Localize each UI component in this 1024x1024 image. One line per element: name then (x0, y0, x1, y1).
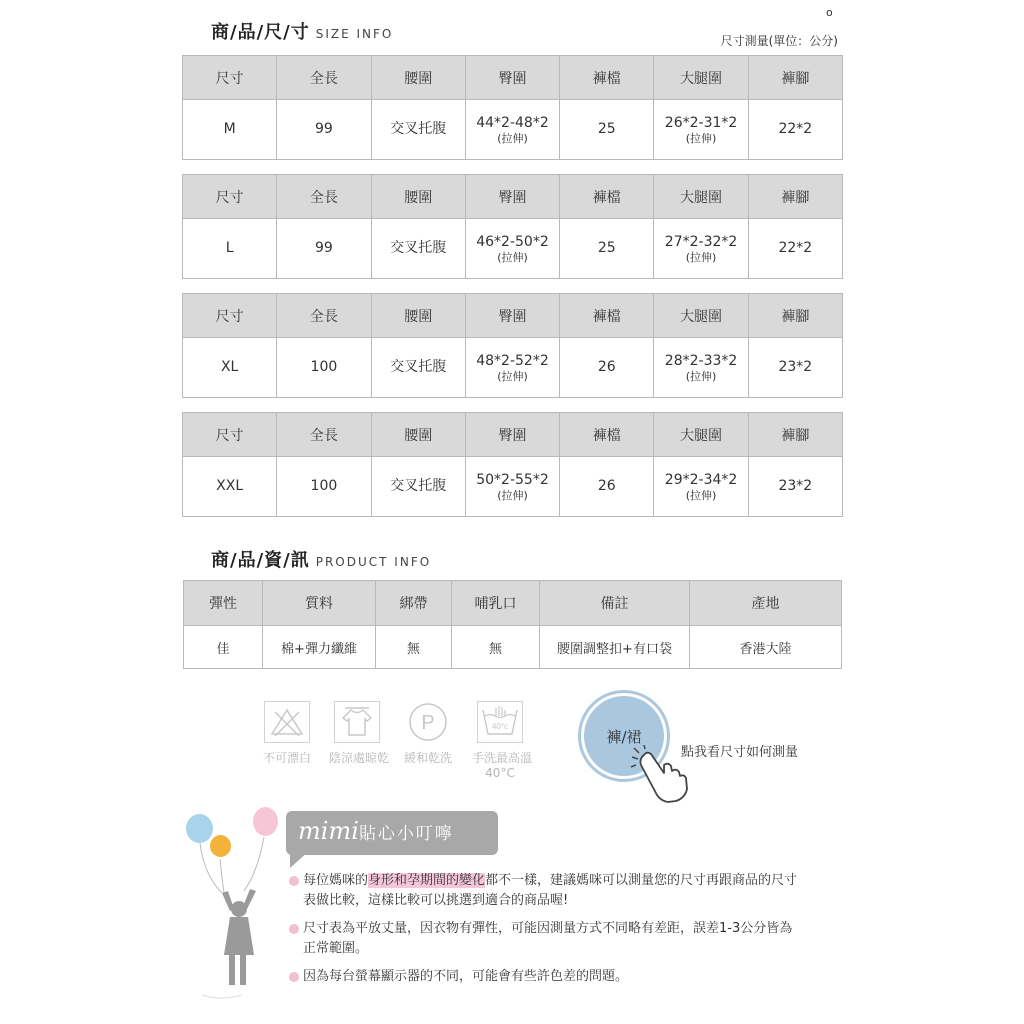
size-title-en: SIZE INFO (315, 27, 394, 41)
size-value-row (183, 338, 843, 398)
cell-value: 99 (315, 240, 333, 256)
cell-value: 50*2-55*2 (476, 471, 549, 488)
header-length: 全長 (277, 413, 371, 457)
header-length: 全長 (277, 294, 371, 338)
header-thigh: 大腿圍 (654, 175, 748, 219)
cell-length (277, 219, 371, 279)
tips-title-text: 貼心小叮嚀 (358, 824, 454, 844)
stretch-note: (拉伸) (497, 369, 528, 383)
product-section-title (211, 546, 431, 572)
no-bleach-icon (269, 706, 305, 738)
cell-value: XL (220, 359, 239, 375)
tip-1 (303, 871, 833, 911)
header-material: 質料 (263, 581, 376, 626)
size-table-m (182, 55, 843, 160)
stretch-note: (拉伸) (685, 131, 717, 145)
cell-size (183, 457, 277, 517)
tip-1-highlight: 身形和孕期間的變化 (368, 873, 486, 888)
product-header-row (184, 581, 842, 626)
value-elasticity: 佳 (184, 626, 263, 669)
cell-hem (748, 457, 842, 517)
header-crotch: 褲檔 (560, 413, 654, 457)
size-value-row (183, 457, 843, 517)
cell-hip (465, 338, 559, 398)
measure-circle-label[interactable]: 褲/裙 (606, 728, 642, 746)
header-hem: 褲腳 (748, 175, 842, 219)
header-thigh: 大腿圍 (654, 56, 748, 100)
size-header-row (183, 175, 843, 219)
cell-crotch (560, 457, 654, 517)
header-hip: 臀圍 (465, 294, 559, 338)
stretch-note: (拉伸) (685, 369, 717, 383)
cell-value: 22*2 (778, 121, 813, 137)
size-title-zh: 商/品/尺/寸 (211, 22, 310, 43)
header-elasticity: 彈性 (184, 581, 263, 626)
cell-value: 25 (597, 121, 616, 137)
size-table-xl (182, 293, 843, 398)
tip-1-line2: 表做比較，這樣比較可以挑選到適合的商品喔! (303, 893, 569, 908)
tip-3-text: 因為每台螢幕顯示器的不同，可能會有些許色差的問題。 (303, 969, 629, 984)
bullet-dot (289, 876, 299, 886)
shade-dry-icon (339, 706, 375, 738)
hand-wash-temp: 40°c (491, 722, 509, 731)
size-value-row (183, 100, 843, 160)
header-waist: 腰圍 (371, 294, 465, 338)
care-shade-dry (329, 701, 390, 766)
cell-waist (371, 219, 465, 279)
cell-thigh (654, 219, 748, 279)
header-notes: 備註 (540, 581, 690, 626)
cell-value: 23*2 (778, 359, 813, 375)
unit-note: 尺寸測量(單位：公分) (720, 34, 838, 48)
bullet-dot (289, 924, 299, 934)
tips-brand: mimi (298, 817, 359, 845)
svg-text:P: P (421, 712, 435, 734)
hand-wash-icon (480, 704, 520, 740)
header-origin: 產地 (690, 581, 842, 626)
cell-value: 28*2-33*2 (664, 352, 738, 369)
size-table-l (182, 174, 843, 279)
cell-thigh (654, 338, 748, 398)
header-hem: 褲腳 (748, 413, 842, 457)
bubble-tail (290, 852, 308, 868)
header-crotch: 褲檔 (560, 175, 654, 219)
cell-thigh (654, 100, 748, 160)
care-label (472, 751, 533, 781)
header-size: 尺寸 (183, 56, 277, 100)
cell-value: M (223, 121, 236, 137)
cell-waist (371, 100, 465, 160)
value-material: 棉+彈力纖維 (263, 626, 376, 669)
stretch-note: (拉伸) (497, 131, 528, 145)
balloon-pink (253, 807, 278, 836)
cell-length (277, 338, 371, 398)
tip-3 (303, 967, 833, 987)
cell-hip (465, 219, 559, 279)
header-waist: 腰圍 (371, 413, 465, 457)
header-crotch: 褲檔 (560, 294, 654, 338)
care-hand-wash (472, 701, 533, 781)
value-strap: 無 (376, 626, 452, 669)
care-label: 不可漂白 (262, 751, 311, 765)
tips-title-bubble (286, 811, 498, 855)
tip-2 (303, 919, 833, 959)
cell-size (183, 338, 277, 398)
header-hem: 褲腳 (748, 294, 842, 338)
cell-value: 26*2-31*2 (664, 114, 738, 131)
cell-length (277, 457, 371, 517)
product-value-row (184, 626, 842, 669)
stretch-note: (拉伸) (685, 250, 717, 264)
cell-crotch (560, 100, 654, 160)
value-notes: 腰圍調整扣+有口袋 (540, 626, 690, 669)
care-no-bleach (259, 701, 315, 766)
tip-1-post: 都不一樣，建議媽咪可以測量您的尺寸再跟商品的尺寸 (485, 873, 798, 888)
header-nursing: 哺乳口 (452, 581, 540, 626)
cell-value: 26 (597, 478, 616, 494)
header-waist: 腰圍 (371, 175, 465, 219)
top-marker: o (826, 6, 833, 19)
cell-value: XXL (216, 478, 244, 494)
care-label: 緩和乾洗 (403, 751, 452, 765)
product-title-zh: 商/品/資/訊 (211, 550, 310, 571)
cell-value: 交叉托腹 (390, 240, 447, 256)
cell-hem (748, 100, 842, 160)
header-hem: 褲腳 (748, 56, 842, 100)
cell-value: 100 (310, 359, 338, 375)
measure-link[interactable]: 點我看尺寸如何測量 (681, 745, 799, 760)
cell-hip (465, 457, 559, 517)
product-title-en: PRODUCT INFO (315, 555, 432, 569)
cell-crotch (560, 338, 654, 398)
size-table-xxl (182, 412, 843, 517)
balloon-blue (186, 814, 213, 843)
balloon-orange (210, 835, 231, 857)
tip-2-line1: 尺寸表為平放丈量，因衣物有彈性，可能因測量方式不同略有差距，誤差1-3公分皆為 (303, 921, 793, 936)
cell-value: 23*2 (778, 478, 813, 494)
cell-value: 交叉托腹 (390, 478, 447, 494)
cell-value: 29*2-34*2 (664, 471, 738, 488)
header-hip: 臀圍 (465, 56, 559, 100)
header-size: 尺寸 (183, 294, 277, 338)
bullet-dot (289, 972, 299, 982)
size-header-row (183, 413, 843, 457)
value-origin: 香港大陸 (690, 626, 842, 669)
cell-size (183, 100, 277, 160)
header-length: 全長 (277, 56, 371, 100)
cell-value: 99 (315, 121, 333, 137)
stretch-note: (拉伸) (497, 488, 528, 502)
cell-crotch (560, 219, 654, 279)
header-strap: 綁帶 (376, 581, 452, 626)
cell-value: 44*2-48*2 (476, 114, 549, 131)
tips-title (298, 817, 454, 845)
cell-value: 交叉托腹 (390, 359, 447, 375)
header-size: 尺寸 (183, 413, 277, 457)
header-hip: 臀圍 (465, 413, 559, 457)
header-waist: 腰圍 (371, 56, 465, 100)
care-gentle-dryclean (400, 701, 456, 766)
header-thigh: 大腿圍 (654, 294, 748, 338)
cell-value: 26 (597, 359, 616, 375)
cell-size (183, 219, 277, 279)
tip-1-pre: 每位媽咪的 (303, 873, 369, 888)
care-label-line1: 手洗最高溫 (472, 751, 533, 765)
cell-value: 27*2-32*2 (664, 233, 738, 250)
product-info-table (183, 580, 842, 669)
cell-hem (748, 338, 842, 398)
size-header-row (183, 294, 843, 338)
cell-value: 100 (310, 478, 338, 494)
header-hip: 臀圍 (465, 175, 559, 219)
cell-waist (371, 338, 465, 398)
cell-length (277, 100, 371, 160)
cell-value: 46*2-50*2 (476, 233, 549, 250)
stretch-note: (拉伸) (685, 488, 717, 502)
stretch-note: (拉伸) (497, 250, 528, 264)
size-header-row (183, 56, 843, 100)
cell-thigh (654, 457, 748, 517)
care-label: 陰涼處晾乾 (329, 751, 390, 765)
header-thigh: 大腿圍 (654, 413, 748, 457)
value-nursing: 無 (452, 626, 540, 669)
cell-value: 25 (597, 240, 616, 256)
care-label-line2: 40°C (485, 766, 515, 780)
header-crotch: 褲檔 (560, 56, 654, 100)
size-section-title (211, 18, 393, 44)
gentle-dryclean-icon (406, 701, 450, 743)
cell-waist (371, 457, 465, 517)
cell-value: 交叉托腹 (390, 121, 447, 137)
header-length: 全長 (277, 175, 371, 219)
cell-hem (748, 219, 842, 279)
size-value-row (183, 219, 843, 279)
cell-value: 48*2-52*2 (476, 352, 549, 369)
header-size: 尺寸 (183, 175, 277, 219)
cell-value: 22*2 (778, 240, 813, 256)
tip-2-line2: 正常範圍。 (303, 941, 369, 956)
cell-hip (465, 100, 559, 160)
cell-value: L (225, 240, 234, 256)
